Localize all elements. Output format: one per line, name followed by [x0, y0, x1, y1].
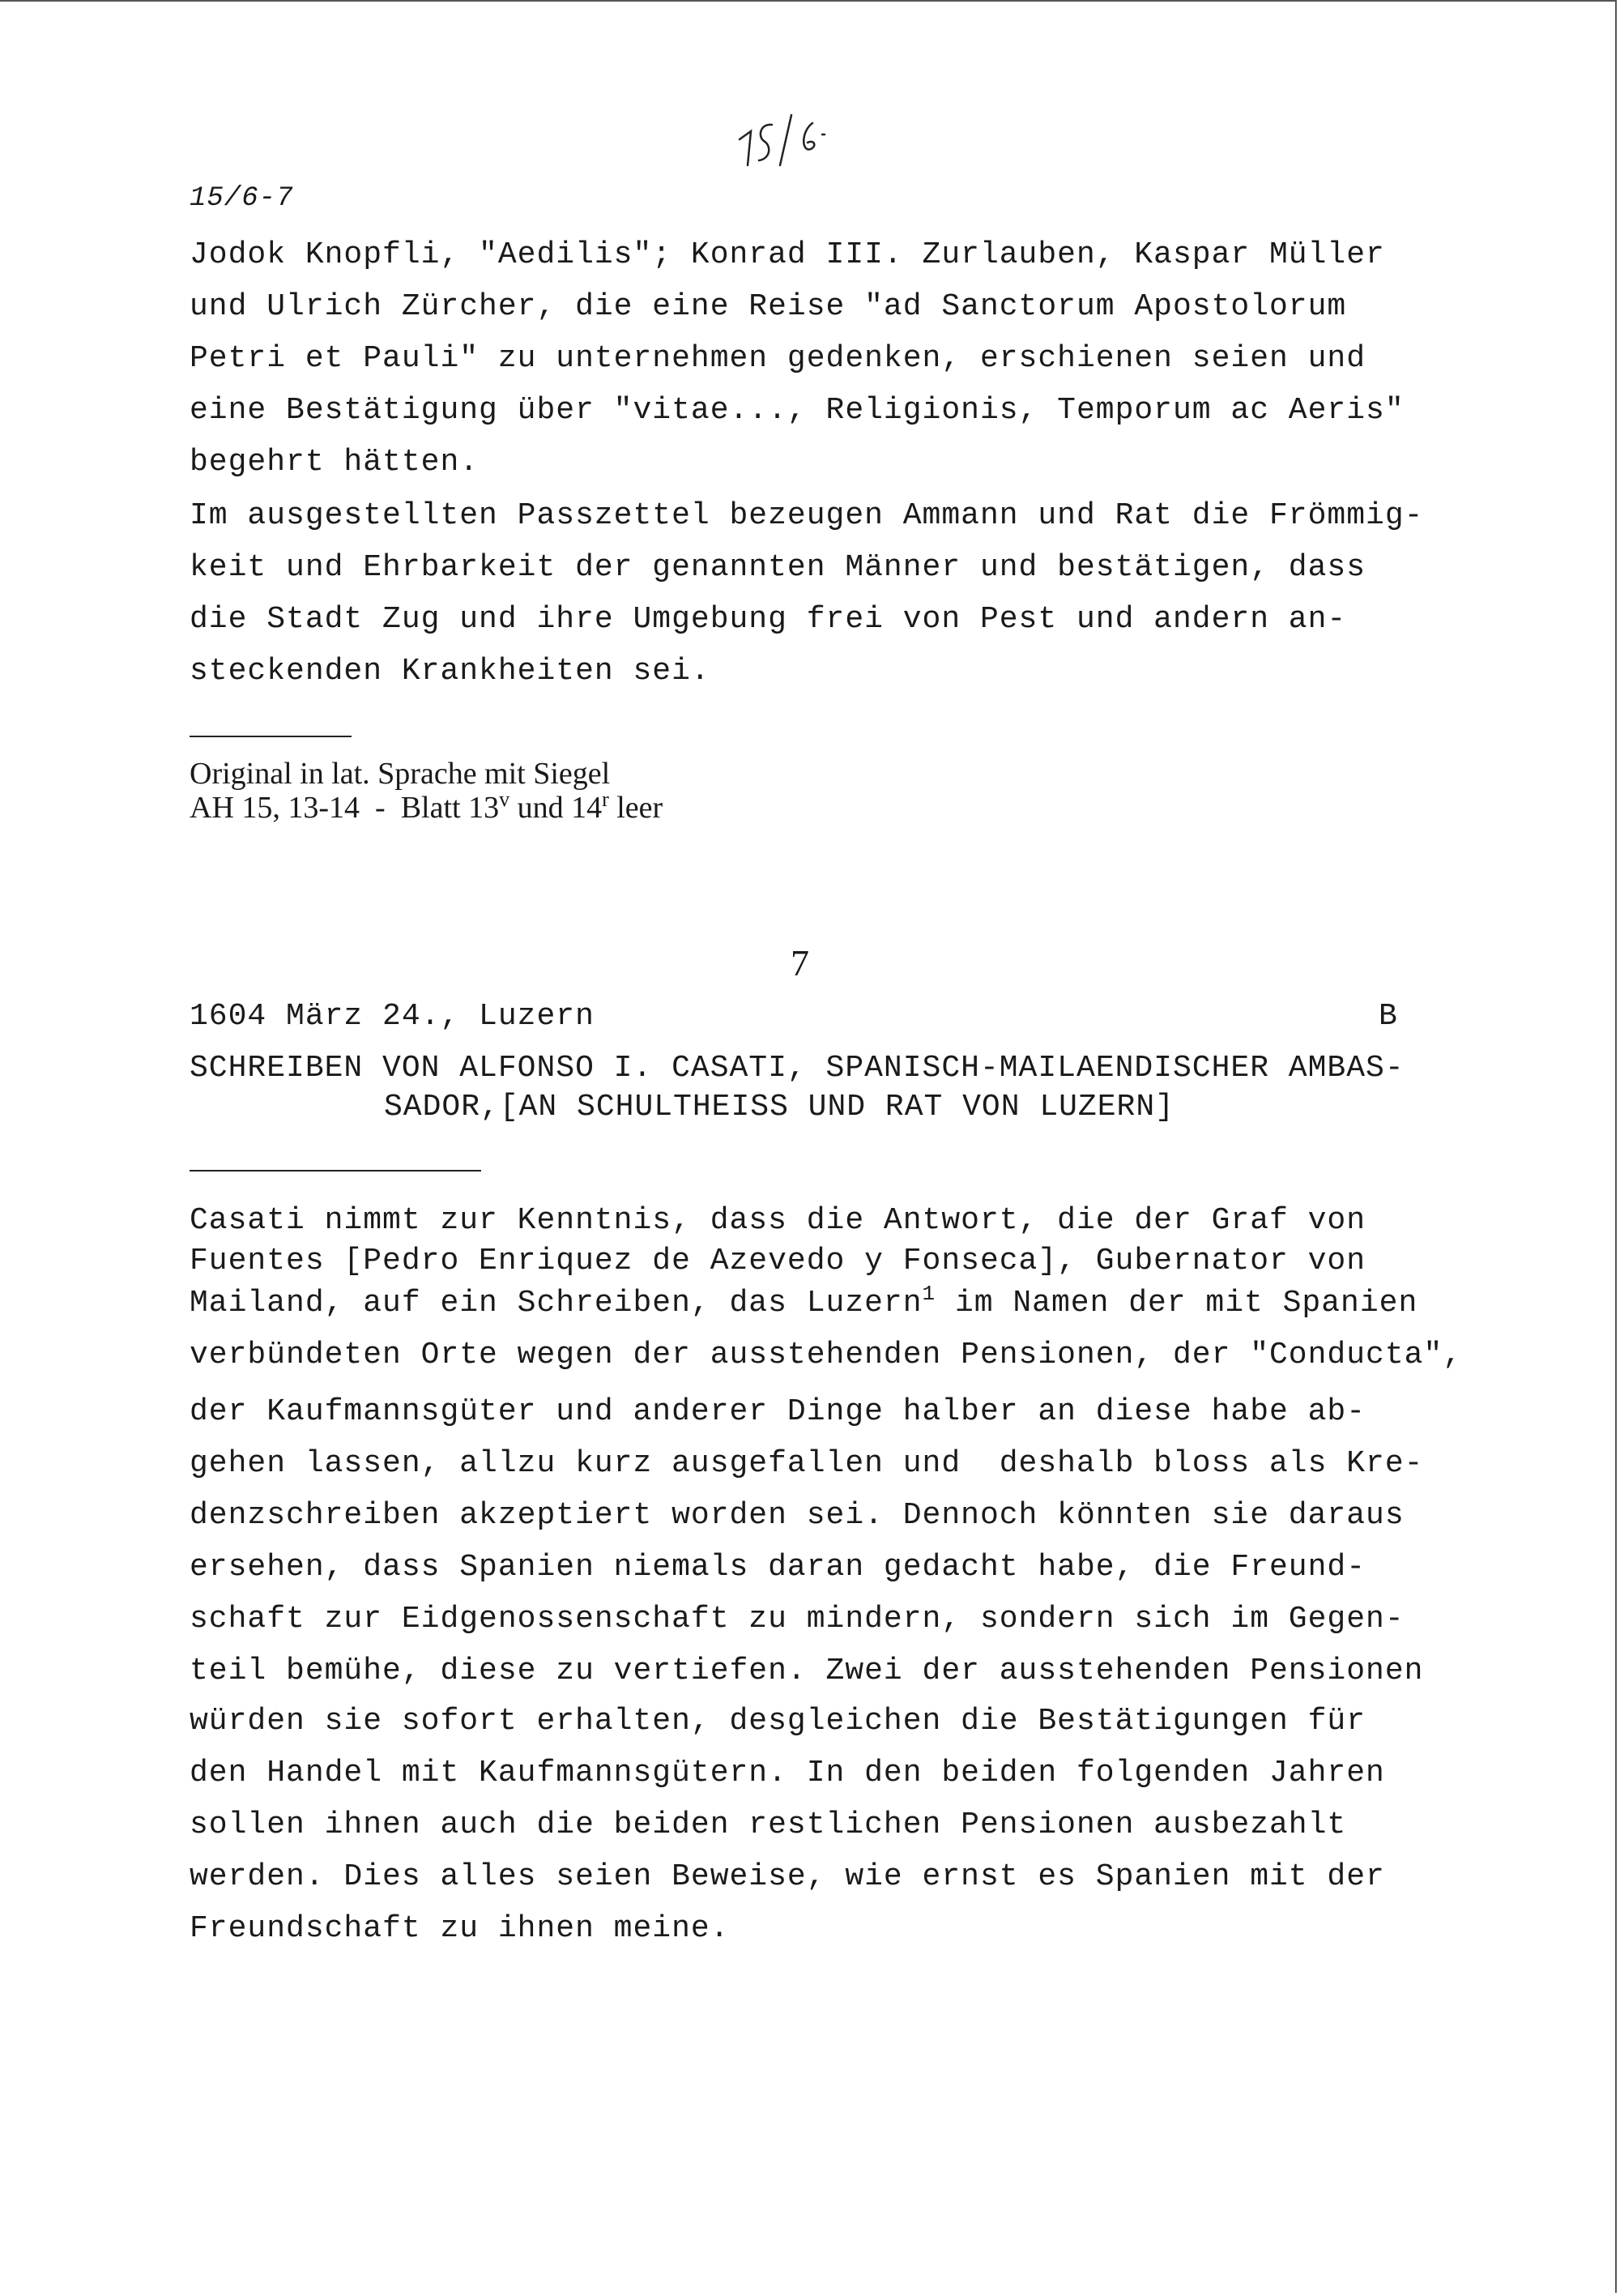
doc7-body-line-9: schaft zur Eidgenossenschaft zu mindern, sondern sich im Gegen- — [190, 1602, 1405, 1637]
footnote-marker: 1 — [922, 1282, 936, 1306]
doc6-line-2: und Ulrich Zürcher, die eine Reise "ad Sanctorum Apostolorum — [190, 289, 1347, 324]
document-number: 7 — [791, 942, 809, 984]
doc6-line-4: eine Bestätigung über "vitae..., Religionis, Temporum ac Aeris" — [190, 393, 1405, 428]
doc7-date-place: 1604 März 24., Luzern — [190, 999, 595, 1034]
doc7-title-line-1: SCHREIBEN VON ALFONSO I. CASATI, SPANISCH-MAILAENDISCHER AMBAS- — [190, 1051, 1405, 1086]
source-ref-mid: und 14 — [509, 791, 603, 825]
doc7-body-line-6: gehen lassen, allzu kurz ausgefallen und deshalb bloss als Kre- — [190, 1446, 1424, 1481]
doc7-body-line-1: Casati nimmt zur Kenntnis, dass die Antwort, die der Graf von — [190, 1203, 1366, 1238]
doc7-body-line-4: verbündeten Orte wegen der ausstehenden Pensionen, der "Conducta", — [190, 1338, 1463, 1372]
page-reference: 15/6-7 — [190, 183, 294, 214]
body-line-3-start: Mailand, auf ein Schreiben, das Luzern — [190, 1286, 923, 1321]
doc6-line-3: Petri et Pauli" zu unternehmen gedenken, erschienen seien und — [190, 341, 1366, 376]
body-line-3-end: im Namen der mit Spanien — [936, 1286, 1418, 1321]
doc6-line-5: begehrt hätten. — [190, 445, 480, 480]
source-ref-suffix: leer — [608, 791, 663, 825]
recto-mark: r — [602, 787, 609, 811]
doc7-body-line-5: der Kaufmannsgüter und anderer Dinge halber an diese habe ab- — [190, 1394, 1366, 1429]
doc6-line-1: Jodok Knopfli, "Aedilis"; Konrad III. Zurlauben, Kaspar Müller — [190, 237, 1385, 272]
source-ref-prefix: AH 15, 13-14 - Blatt 13 — [190, 791, 500, 825]
doc7-body-line-7: denzschreiben akzeptiert worden sei. Dennoch könnten sie daraus — [190, 1498, 1405, 1533]
doc7-body-line-8: ersehen, dass Spanien niemals daran gedacht habe, die Freund- — [190, 1550, 1366, 1585]
doc6-line-7: keit und Ehrbarkeit der genannten Männer und bestätigen, dass — [190, 550, 1366, 585]
doc7-category: B — [1379, 999, 1398, 1034]
handwritten-note — [733, 107, 863, 172]
doc6-line-9: steckenden Krankheiten sei. — [190, 654, 710, 689]
title-divider — [190, 1170, 481, 1171]
doc7-title-line-2: SADOR,[AN SCHULTHEISS UND RAT VON LUZERN] — [384, 1090, 1174, 1125]
doc6-line-8: die Stadt Zug und ihre Umgebung frei von Pest und andern an- — [190, 602, 1347, 637]
doc6-line-6: Im ausgestellten Passzettel bezeugen Ammann und Rat die Frömmig- — [190, 498, 1424, 533]
source-divider — [190, 736, 352, 737]
doc7-body-line-3 — [190, 1282, 1418, 1321]
source-note-line-2 — [190, 787, 663, 825]
doc7-body-line-15: Freundschaft zu ihnen meine. — [190, 1911, 730, 1946]
doc7-body-line-10: teil bemühe, diese zu vertiefen. Zwei der ausstehenden Pensionen — [190, 1654, 1424, 1688]
source-note-line-1: Original in lat. Sprache mit Siegel — [190, 757, 611, 791]
doc7-body-line-14: werden. Dies alles seien Beweise, wie ernst es Spanien mit der — [190, 1859, 1385, 1894]
doc7-body-line-13: sollen ihnen auch die beiden restlichen Pensionen ausbezahlt — [190, 1807, 1347, 1842]
verso-mark: v — [499, 787, 510, 811]
doc7-body-line-12: den Handel mit Kaufmannsgütern. In den beiden folgenden Jahren — [190, 1756, 1385, 1790]
doc7-body-line-11: würden sie sofort erhalten, desgleichen die Bestätigungen für — [190, 1704, 1366, 1739]
doc7-body-line-2: Fuentes [Pedro Enriquez de Azevedo y Fonseca], Gubernator von — [190, 1244, 1366, 1278]
